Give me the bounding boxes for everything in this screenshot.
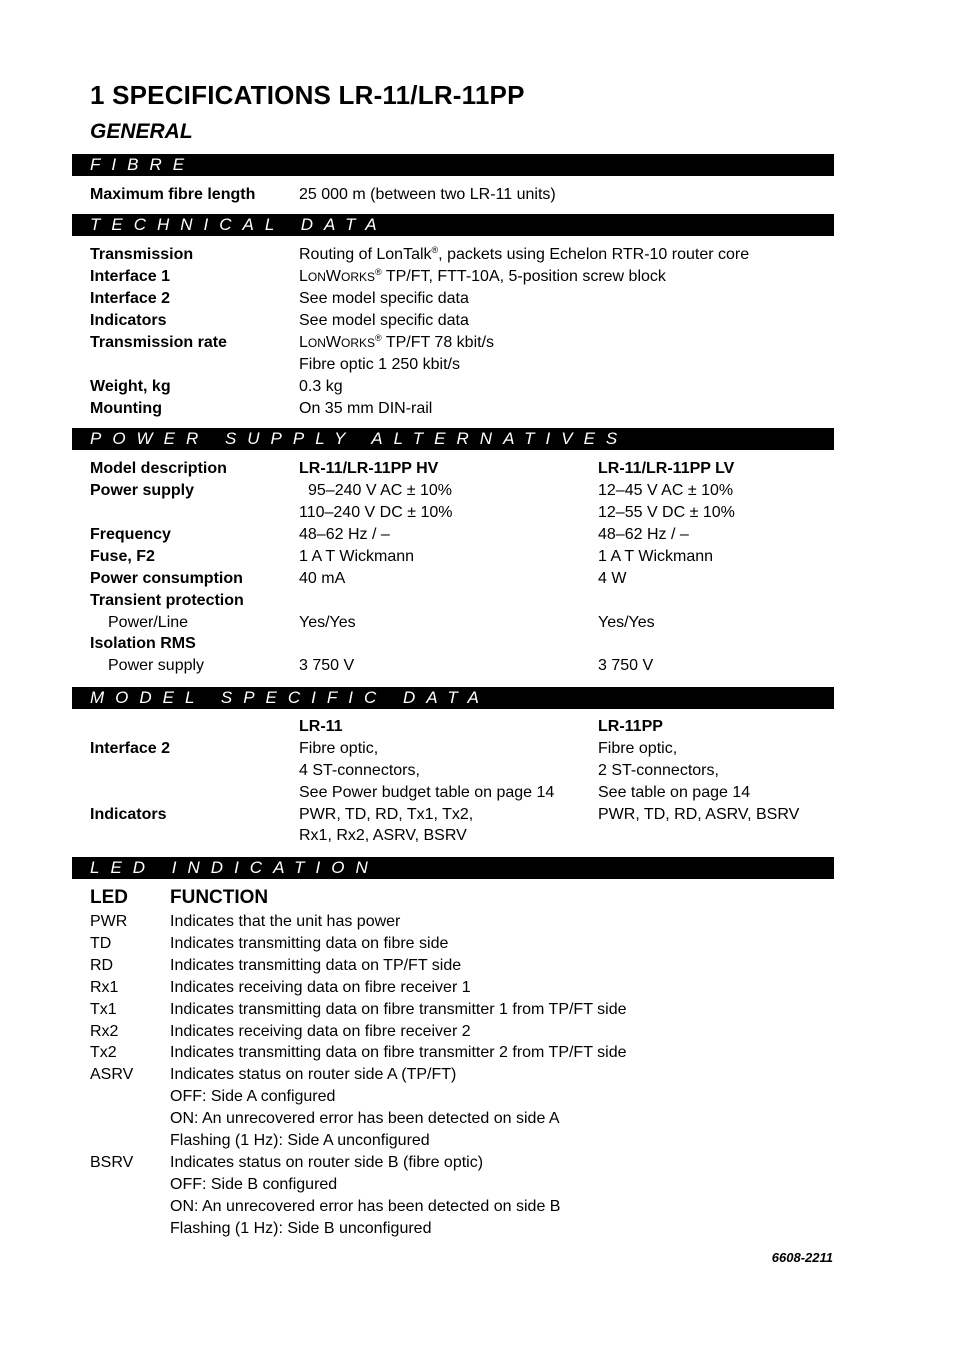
model-interface2-lr11pp-line2: 2 ST-connectors, bbox=[598, 762, 719, 779]
led-row-code: RD bbox=[90, 956, 114, 974]
led-row-function: Indicates that the unit has power bbox=[170, 913, 401, 930]
indicators-label: Indicators bbox=[90, 312, 167, 329]
lonworks-wordmark: LONWORKS bbox=[299, 268, 376, 285]
isolation-lv: 3 750 V bbox=[598, 657, 654, 674]
led-row-code: TD bbox=[90, 934, 112, 952]
model-indicators-lr11-line2: Rx1, Rx2, ASRV, BSRV bbox=[299, 827, 467, 844]
led-row-function: OFF: Side B configured bbox=[170, 1175, 338, 1193]
led-row-function: Indicates status on router side A (TP/FT) bbox=[170, 1066, 457, 1084]
led-row-code: PWR bbox=[90, 913, 128, 930]
power-supply-hv-dc: 110–240 V DC ± 10% bbox=[299, 504, 453, 521]
led-row-function: Indicates transmitting data on TP/FT side bbox=[170, 956, 462, 974]
led-row-function: ON: An unrecovered error has been detected on side B bbox=[170, 1197, 561, 1215]
led-column-header: LED bbox=[90, 887, 128, 908]
power-consumption-hv: 40 mA bbox=[299, 570, 346, 587]
led-row-code: Rx2 bbox=[90, 1022, 119, 1040]
power-supply-label: Power supply bbox=[90, 482, 195, 499]
model-lr11-header: LR-11 bbox=[299, 718, 343, 735]
led-row-function: Flashing (1 Hz): Side B unconfigured bbox=[170, 1219, 432, 1237]
fuse-lv: 1 A T Wickmann bbox=[598, 548, 714, 565]
section-bar-fibre: FIBRE bbox=[72, 154, 834, 176]
led-row-code: ASRV bbox=[90, 1066, 134, 1084]
page-subtitle: GENERAL bbox=[90, 120, 193, 143]
transmission-label: Transmission bbox=[90, 246, 194, 263]
model-indicators-lr11pp: PWR, TD, RD, ASRV, BSRV bbox=[598, 806, 800, 823]
led-row-function: Indicates transmitting data on fibre transmitter 2 from TP/FT side bbox=[170, 1044, 627, 1062]
fuse-hv: 1 A T Wickmann bbox=[299, 548, 415, 565]
power-supply-lv-ac: 12–45 V AC ± 10% bbox=[598, 482, 734, 499]
power-supply-lv-dc: 12–55 V DC ± 10% bbox=[598, 504, 735, 521]
section-bar-power: POWER SUPPLY ALTERNATIVES bbox=[72, 428, 834, 450]
interface1-value: LONWORKS® TP/FT, FTT-10A, 5-position screw block bbox=[299, 267, 666, 285]
transmission-rate-value: LONWORKS® TP/FT 78 kbit/s bbox=[299, 333, 495, 351]
led-row-function: Indicates receiving data on fibre receiver 2 bbox=[170, 1022, 471, 1040]
transmission-value: Routing of LonTalk®, packets using Echelon RTR-10 router core bbox=[299, 245, 750, 263]
model-description-label: Model description bbox=[90, 460, 227, 477]
model-indicators-lr11-line1: PWR, TD, RD, Tx1, Tx2, bbox=[299, 806, 474, 823]
interface1-label: Interface 1 bbox=[90, 268, 171, 285]
isolation-label: Isolation RMS bbox=[90, 635, 196, 652]
power-consumption-lv: 4 W bbox=[598, 570, 627, 587]
led-row-code: Tx2 bbox=[90, 1044, 117, 1062]
weight-value: 0.3 kg bbox=[299, 378, 343, 395]
led-row-function: Indicates status on router side B (fibre optic) bbox=[170, 1153, 484, 1171]
transient-protection-label: Transient protection bbox=[90, 592, 244, 609]
section-bar-led: LED INDICATION bbox=[72, 857, 834, 879]
transient-protection-sub-label: Power/Line bbox=[108, 614, 189, 631]
led-row-function: Indicates receiving data on fibre receiver 1 bbox=[170, 978, 471, 996]
frequency-label: Frequency bbox=[90, 526, 171, 543]
power-supply-hv-ac: 95–240 V AC ± 10% bbox=[308, 482, 452, 499]
transmission-rate-label: Transmission rate bbox=[90, 334, 227, 351]
model-interface2-lr11-line2: 4 ST-connectors, bbox=[299, 762, 420, 779]
led-row-function: ON: An unrecovered error has been detected on side A bbox=[170, 1110, 560, 1128]
power-consumption-label: Power consumption bbox=[90, 570, 243, 587]
led-row-function: Indicates transmitting data on fibre side bbox=[170, 934, 449, 952]
interface2-label: Interface 2 bbox=[90, 290, 171, 307]
section-bar-technical: TECHNICAL DATA bbox=[72, 214, 834, 236]
lonworks-wordmark: LONWORKS bbox=[299, 334, 376, 351]
weight-label: Weight, kg bbox=[90, 378, 171, 395]
model-interface2-label: Interface 2 bbox=[90, 740, 171, 757]
led-row-code: Tx1 bbox=[90, 1000, 117, 1018]
transmission-rate-value-fibre: Fibre optic 1 250 kbit/s bbox=[299, 356, 460, 373]
fibre-length-label: Maximum fibre length bbox=[90, 186, 256, 203]
mounting-label: Mounting bbox=[90, 400, 162, 417]
frequency-lv: 48–62 Hz / – bbox=[598, 526, 689, 543]
fuse-label: Fuse, F2 bbox=[90, 548, 155, 565]
model-interface2-lr11pp-line3: See table on page 14 bbox=[598, 784, 751, 801]
page-title: 1 SPECIFICATIONS LR-11/LR-11PP bbox=[90, 80, 525, 110]
led-row-code: Rx1 bbox=[90, 978, 119, 996]
led-row-function: OFF: Side A configured bbox=[170, 1088, 336, 1106]
led-row-code: BSRV bbox=[90, 1153, 134, 1171]
indicators-value: See model specific data bbox=[299, 312, 469, 329]
model-indicators-label: Indicators bbox=[90, 806, 167, 823]
model-interface2-lr11-line3: See Power budget table on page 14 bbox=[299, 784, 555, 801]
transient-protection-hv: Yes/Yes bbox=[299, 614, 356, 631]
function-column-header: FUNCTION bbox=[170, 887, 269, 908]
led-row-function: Indicates transmitting data on fibre transmitter 1 from TP/FT side bbox=[170, 1000, 627, 1018]
led-row-function: Flashing (1 Hz): Side A unconfigured bbox=[170, 1132, 430, 1149]
frequency-hv: 48–62 Hz / – bbox=[299, 526, 390, 543]
model-interface2-lr11-line1: Fibre optic, bbox=[299, 740, 379, 757]
model-lr11pp-header: LR-11PP bbox=[598, 718, 663, 735]
model-interface2-lr11pp-line1: Fibre optic, bbox=[598, 740, 678, 757]
section-bar-model: MODEL SPECIFIC DATA bbox=[72, 687, 834, 709]
fibre-length-value: 25 000 m (between two LR-11 units) bbox=[299, 186, 556, 203]
mounting-value: On 35 mm DIN-rail bbox=[299, 400, 433, 417]
model-lv-header: LR-11/LR-11PP LV bbox=[598, 460, 735, 477]
isolation-hv: 3 750 V bbox=[299, 657, 355, 674]
model-hv-header: LR-11/LR-11PP HV bbox=[299, 460, 439, 477]
interface2-value: See model specific data bbox=[299, 290, 469, 307]
document-number: 6608-2211 bbox=[771, 1250, 833, 1265]
isolation-sub-label: Power supply bbox=[108, 657, 205, 674]
transient-protection-lv: Yes/Yes bbox=[598, 614, 655, 631]
